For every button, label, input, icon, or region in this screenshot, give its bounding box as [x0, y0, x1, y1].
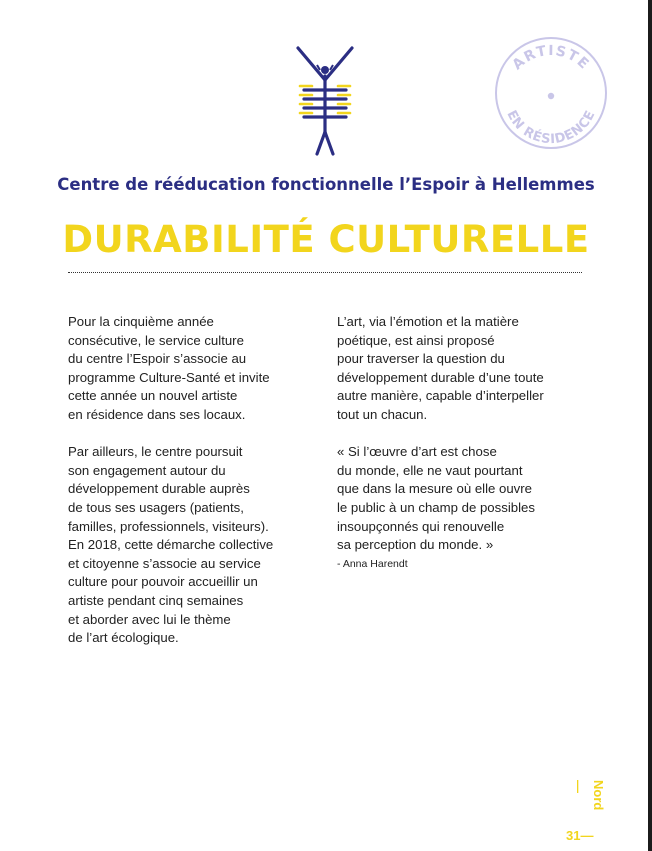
text-line: son engagement autour du	[68, 462, 226, 478]
figure-logo-icon	[290, 46, 360, 156]
text-line: en résidence dans ses locaux.	[68, 406, 246, 422]
left-paragraph-1	[68, 313, 318, 425]
left-paragraph-2	[68, 443, 318, 648]
text-line: pour traverser la question du	[337, 351, 505, 367]
text-line: consécutive, le service culture	[68, 332, 244, 348]
text-line: Par ailleurs, le centre poursuit	[68, 444, 243, 460]
text-line: tout un chacun.	[337, 406, 428, 422]
section-label-nord: Nord—	[571, 780, 606, 811]
text-line: L’art, via l’émotion et la matière	[337, 314, 519, 329]
quote-line: le public à un champ de possibles	[337, 499, 535, 515]
quote-line: sa perception du monde. »	[337, 537, 494, 553]
svg-text:EN RÉSIDENCE	[503, 108, 598, 147]
stamp-top-text: ARTISTE	[509, 42, 593, 74]
artist-residence-stamp	[494, 36, 608, 150]
stamp-bottom-text: EN RÉSIDENCE	[503, 108, 599, 148]
quote-block	[337, 443, 597, 555]
dotted-divider	[68, 272, 582, 273]
left-column	[68, 313, 318, 648]
text-line: artiste pendant cinq semaines	[68, 592, 244, 608]
quote-line: du monde, elle ne vaut pourtant	[337, 462, 523, 478]
page-subtitle: Centre de rééducation fonctionnelle l’Espoir à Hellemmes	[57, 175, 595, 194]
text-line: familles, professionnels, visiteurs).	[68, 518, 269, 534]
text-line: culture pour pouvoir accueillir un	[68, 574, 258, 590]
right-paragraph-1	[337, 313, 597, 425]
quote-line: « Si l’œuvre d’art est chose	[337, 444, 497, 460]
text-line: autre manière, capable d’interpeller	[337, 388, 544, 404]
quote-line: que dans la mesure où elle ouvre	[337, 481, 533, 497]
text-line: et citoyenne s’associe au service	[68, 555, 261, 571]
text-line: du centre l’Espoir s’associe au	[68, 351, 247, 367]
text-line: développement durable auprès	[68, 481, 250, 497]
page-edge	[648, 0, 652, 851]
text-line: développement durable d’une toute	[337, 369, 544, 385]
text-line: En 2018, cette démarche collective	[68, 537, 274, 553]
right-column	[337, 313, 597, 573]
text-line: Pour la cinquième année	[68, 314, 214, 329]
quote-line: insoupçonnés qui renouvelle	[337, 518, 505, 534]
text-line: poétique, est ainsi proposé	[337, 332, 495, 348]
text-line: de tous ses usagers (patients,	[68, 499, 244, 515]
stamp-dot-icon	[548, 93, 554, 99]
page-number: 31—	[566, 828, 594, 843]
text-line: programme Culture-Santé et invite	[68, 369, 270, 385]
text-line: de l’art écologique.	[68, 630, 179, 646]
quote-attribution: - Anna Harendt	[337, 557, 408, 570]
page-title: DURABILITÉ CULTURELLE	[62, 218, 590, 261]
text-line: et aborder avec lui le thème	[68, 611, 231, 627]
text-line: cette année un nouvel artiste	[68, 388, 238, 404]
